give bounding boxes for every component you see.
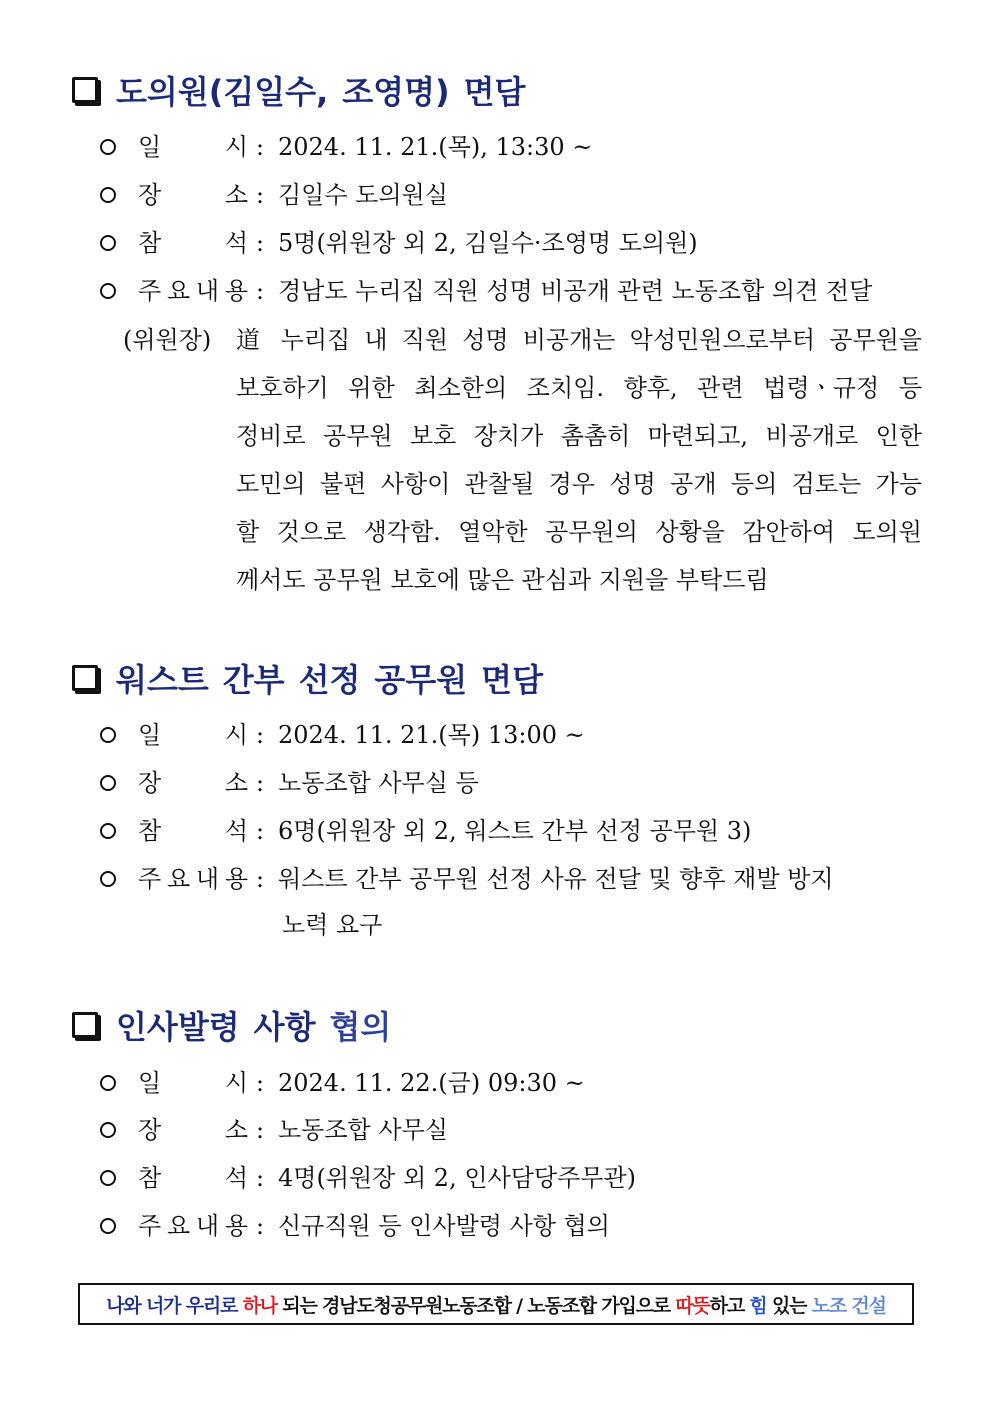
circle-bullet-icon — [100, 1122, 116, 1138]
title-word: 선정 — [298, 661, 361, 699]
row-date — [100, 1063, 920, 1103]
row-value: 6명(위원장 외 2, 워스트 간부 선정 공무원 3) — [278, 817, 752, 845]
checkbox-square-icon — [72, 77, 98, 103]
title-word: 워스트 — [116, 661, 209, 699]
row-value: 경남도 누리집 직원 성명 비공개 관련 노동조합 의견 전달 — [278, 277, 873, 305]
title-word: 조영명) — [342, 73, 450, 111]
circle-bullet-icon — [100, 283, 116, 299]
section-2-title — [72, 658, 543, 698]
statement-line: 정비로 공무원 보호 장치가 촘촘히 마련되고, 비공개로 인한 — [236, 422, 922, 450]
checkbox-square-icon — [72, 1012, 98, 1038]
section-1-title — [72, 70, 525, 110]
circle-bullet-icon — [100, 727, 116, 743]
row-main-content — [100, 1206, 920, 1246]
row-value: 2024. 11. 22.(금) 09:30 ~ — [278, 1069, 585, 1097]
circle-bullet-icon — [100, 139, 116, 155]
colon: : — [256, 1116, 265, 1144]
circle-bullet-icon — [100, 1218, 116, 1234]
circle-bullet-icon — [100, 187, 116, 203]
statement-line: 道 누리집 내 직원 성명 비공개는 악성민원으로부터 공무원을 — [236, 326, 922, 354]
slogan-part: 하나 — [242, 1294, 277, 1317]
row-label: 참 석 — [138, 229, 248, 257]
circle-bullet-icon — [100, 775, 116, 791]
slogan-part: 되는 경남도청공무원노동조합 / 노동조합 가입으로 — [276, 1294, 676, 1317]
row-value: 노동조합 사무실 등 — [278, 769, 479, 797]
circle-bullet-icon — [100, 1075, 116, 1091]
row-attendees — [100, 1158, 920, 1198]
statement-line: 도민의 불편 사항이 관찰될 경우 성명 공개 등의 검토는 가능 — [236, 470, 922, 498]
slogan-part: 나와 너가 우리로 — [106, 1294, 243, 1317]
slogan-part: 따뜻 — [675, 1294, 710, 1317]
row-value: 노동조합 사무실 — [278, 1116, 448, 1144]
footer-slogan-box — [78, 1283, 914, 1325]
row-value: 2024. 11. 21.(목) 13:00 ~ — [278, 721, 585, 749]
colon: : — [256, 133, 265, 161]
statement-line: 할 것으로 생각함. 열악한 공무원의 상황을 감안하여 도의원 — [236, 518, 922, 546]
colon: : — [256, 181, 265, 209]
statement-line: 보호하기 위한 최소한의 조치임. 향후, 관련 법령ㆍ규정 등 — [236, 374, 922, 402]
row-place — [100, 763, 920, 803]
checkbox-square-icon — [72, 665, 98, 691]
speaker-label: (위원장) — [123, 326, 212, 354]
row-continuation: 노력 요구 — [282, 911, 383, 939]
row-main-content — [100, 271, 920, 311]
colon: : — [256, 1069, 265, 1097]
row-label: 참 석 — [138, 817, 248, 845]
row-value: 2024. 11. 21.(목), 13:30 ~ — [278, 133, 593, 161]
row-value: 워스트 간부 공무원 선정 사유 전달 및 향후 재발 방지 — [278, 865, 834, 893]
slogan-part: 하고 — [709, 1294, 750, 1317]
row-label: 주 요 내 용 — [138, 1212, 248, 1240]
circle-bullet-icon — [100, 235, 116, 251]
row-label: 일 시 — [138, 133, 248, 161]
slogan-part: 힘 — [749, 1294, 767, 1317]
colon: : — [256, 229, 265, 257]
title-word: 도의원(김일수, — [116, 73, 329, 111]
statement-line: 께서도 공무원 보호에 많은 관심과 지원을 부탁드림 — [236, 566, 769, 594]
row-date — [100, 715, 920, 755]
row-attendees — [100, 223, 920, 263]
circle-bullet-icon — [100, 1170, 116, 1186]
colon: : — [256, 865, 265, 893]
circle-bullet-icon — [100, 823, 116, 839]
row-label: 장 소 — [138, 769, 248, 797]
title-word: 공무원 — [374, 661, 468, 699]
row-value: 신규직원 등 인사발령 사항 협의 — [278, 1212, 610, 1240]
colon: : — [256, 1212, 265, 1240]
row-label: 주 요 내 용 — [138, 865, 248, 893]
title-word: 사항 — [253, 1008, 316, 1046]
row-label: 장 소 — [138, 181, 248, 209]
row-label: 주 요 내 용 — [138, 277, 248, 305]
row-value: 4명(위원장 외 2, 인사담당주무관) — [278, 1164, 636, 1192]
colon: : — [256, 277, 265, 305]
section-3-title — [72, 1005, 391, 1045]
row-label: 일 시 — [138, 1069, 248, 1097]
colon: : — [256, 817, 265, 845]
title-word: 인사발령 — [116, 1008, 240, 1046]
row-attendees — [100, 811, 920, 851]
slogan-part: 노조 건설 — [811, 1294, 886, 1317]
row-place — [100, 175, 920, 215]
row-date — [100, 127, 920, 167]
title-word: 협의 — [329, 1008, 392, 1046]
title-word: 면담 — [481, 661, 543, 699]
row-value: 5명(위원장 외 2, 김일수·조영명 도의원) — [278, 229, 698, 257]
colon: : — [256, 1164, 265, 1192]
statement-paragraph — [236, 316, 922, 604]
circle-bullet-icon — [100, 871, 116, 887]
row-main-content — [100, 859, 920, 899]
colon: : — [256, 769, 265, 797]
colon: : — [256, 721, 265, 749]
row-label: 장 소 — [138, 1116, 248, 1144]
row-label: 일 시 — [138, 721, 248, 749]
row-place — [100, 1110, 920, 1150]
row-value: 김일수 도의원실 — [278, 181, 448, 209]
row-label: 참 석 — [138, 1164, 248, 1192]
title-word: 면담 — [463, 73, 526, 111]
slogan-part: 있는 — [766, 1294, 812, 1317]
title-word: 간부 — [222, 661, 285, 699]
